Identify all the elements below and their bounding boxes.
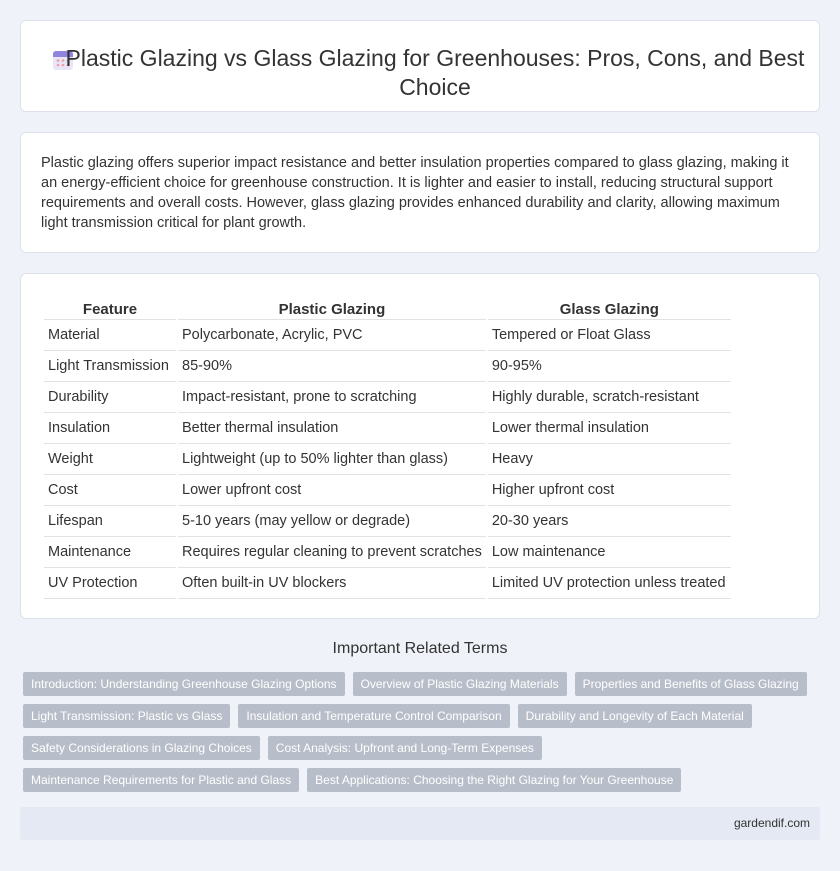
footer	[20, 807, 820, 840]
table-cell: Insulation	[44, 413, 176, 444]
header-card	[20, 20, 820, 112]
table-cell: Light Transmission	[44, 351, 176, 382]
table-cell: Impact-resistant, prone to scratching	[178, 382, 486, 413]
related-term-tag[interactable]: Cost Analysis: Upfront and Long-Term Expenses	[268, 736, 542, 760]
header-feature: Feature	[44, 296, 176, 320]
table-cell: 85-90%	[178, 351, 486, 382]
related-term-tag[interactable]: Overview of Plastic Glazing Materials	[353, 672, 567, 696]
table-cell: Limited UV protection unless treated	[488, 568, 731, 599]
comparison-table	[42, 296, 733, 599]
related-term-tag[interactable]: Maintenance Requirements for Plastic and Glass	[23, 768, 299, 792]
table-cell: Polycarbonate, Acrylic, PVC	[178, 320, 486, 351]
table-cell: Lower thermal insulation	[488, 413, 731, 444]
table-row	[44, 506, 731, 537]
table-cell: Maintenance	[44, 537, 176, 568]
table-cell: Material	[44, 320, 176, 351]
related-term-tag[interactable]: Introduction: Understanding Greenhouse Glazing Options	[23, 672, 345, 696]
table-row	[44, 568, 731, 599]
table-cell: 20-30 years	[488, 506, 731, 537]
related-terms-title: Important Related Terms	[332, 640, 508, 657]
table-cell: Heavy	[488, 444, 731, 475]
related-term-tag[interactable]: Durability and Longevity of Each Material	[518, 704, 752, 728]
table-cell: Higher upfront cost	[488, 475, 731, 506]
summary-card	[20, 132, 820, 253]
related-terms-list	[23, 672, 823, 792]
header-plastic-glazing: Plastic Glazing	[178, 296, 486, 320]
table-row	[44, 413, 731, 444]
related-term-tag[interactable]: Light Transmission: Plastic vs Glass	[23, 704, 230, 728]
table-cell: Lower upfront cost	[178, 475, 486, 506]
table-row	[44, 444, 731, 475]
related-term-tag[interactable]: Insulation and Temperature Control Comparison	[238, 704, 509, 728]
table-cell: Tempered or Float Glass	[488, 320, 731, 351]
table-cell: Low maintenance	[488, 537, 731, 568]
table-cell: UV Protection	[44, 568, 176, 599]
comparison-table-card	[20, 273, 820, 619]
header-glass-glazing: Glass Glazing	[488, 296, 731, 320]
summary-text: Plastic glazing offers superior impact resistance and better insulation properties compared to glass glazing, making it an energy-efficient choice for greenhouse construction. It is lighter and easier to install, reducing structural support requirements and overall costs. However, glass glazing provides enhanced durability and clarity, allowing maximum light transmission critical for plant growth.	[41, 155, 789, 231]
table-cell: 90-95%	[488, 351, 731, 382]
table-cell: 5-10 years (may yellow or degrade)	[178, 506, 486, 537]
table-cell: Cost	[44, 475, 176, 506]
table-header-row	[44, 296, 731, 320]
page-title: Plastic Glazing vs Glass Glazing for Greenhouses: Pros, Cons, and Best Choice	[65, 45, 805, 100]
related-term-tag[interactable]: Best Applications: Choosing the Right Glazing for Your Greenhouse	[307, 768, 681, 792]
table-row	[44, 475, 731, 506]
table-cell: Requires regular cleaning to prevent scratches	[178, 537, 486, 568]
table-cell: Better thermal insulation	[178, 413, 486, 444]
table-row	[44, 351, 731, 382]
table-cell: Highly durable, scratch-resistant	[488, 382, 731, 413]
related-term-tag[interactable]: Safety Considerations in Glazing Choices	[23, 736, 260, 760]
table-row	[44, 320, 731, 351]
table-cell: Durability	[44, 382, 176, 413]
table-row	[44, 382, 731, 413]
footer-site-name[interactable]: gardendif.com	[733, 816, 810, 830]
table-cell: Lightweight (up to 50% lighter than glass)	[178, 444, 486, 475]
related-term-tag[interactable]: Properties and Benefits of Glass Glazing	[575, 672, 807, 696]
table-cell: Weight	[44, 444, 176, 475]
table-cell: Often built-in UV blockers	[178, 568, 486, 599]
table-row	[44, 537, 731, 568]
table-cell: Lifespan	[44, 506, 176, 537]
